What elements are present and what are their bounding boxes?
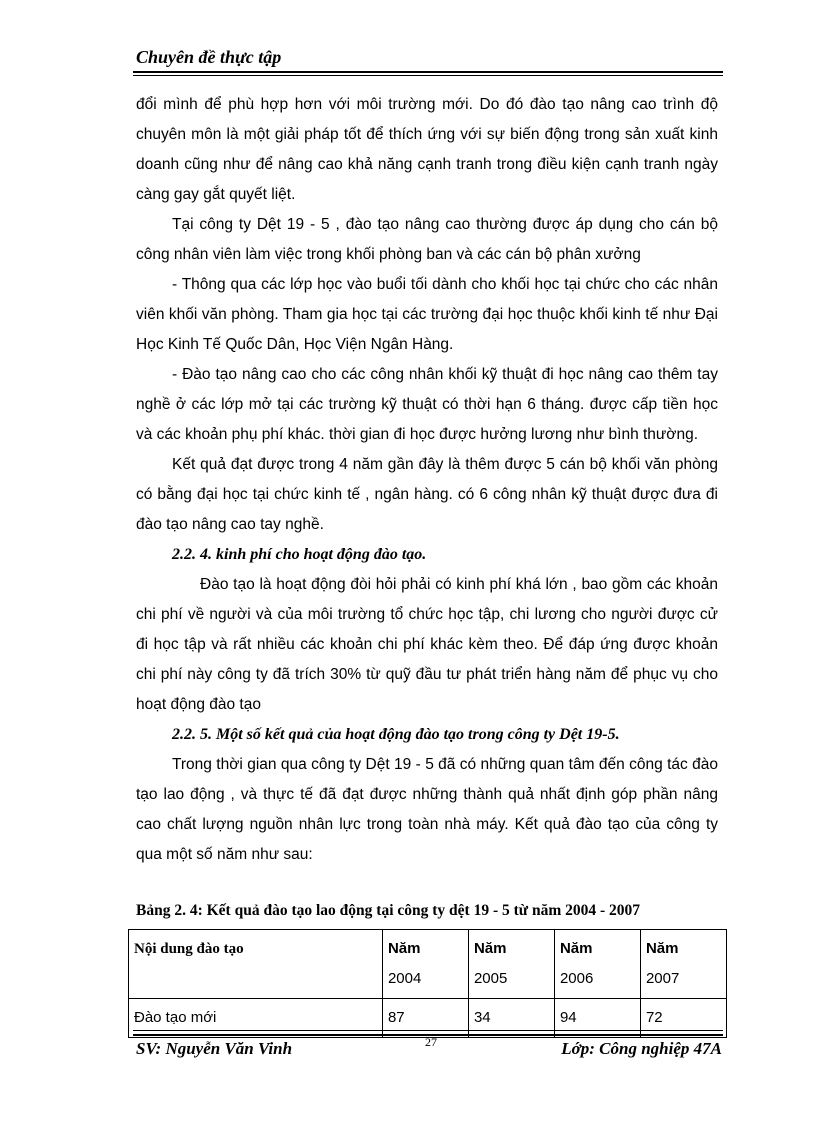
paragraph-evening-classes: - Thông qua các lớp học vào buổi tối dành cho khối học tại chức cho các nhân viên khối văn phòng. Tham gia học tại các trường đại học thuộc khối kinh tế như Đại Học Kinh Tế Quốc Dân, Học Viện Ngân Hàng. <box>136 276 718 353</box>
paragraph-training-scope: Tại công ty Dệt 19 - 5 , đào tạo nâng cao thường được áp dụng cho cán bộ công nhân viên làm việc trong khối phòng ban và các cán bộ phân xưởng <box>136 216 718 263</box>
paragraph-training-costs: Đào tạo là hoạt động đòi hỏi phải có kinh phí khá lớn , bao gồm các khoản chi phí về người và của môi trường tổ chức học tập, chi lương cho người được cử đi học tập và rất nhiều các khoản chi phí khác kèm theo. Để đáp ứng được khoản chi phí này công ty đã trích 30% từ quỹ đầu tư phát triển hàng năm để phục vụ cho hoạt động đào tạo <box>136 576 718 713</box>
document-body <box>136 90 718 870</box>
table-header-year <box>382 930 468 999</box>
paragraph-results-intro: Trong thời gian qua công ty Dệt 19 - 5 đã có những quan tâm đến công tác đào tạo lao động , và thực tế đã đạt được những thành quả nhất định góp phần nâng cao chất lượng nguồn nhân lực trong toàn nhà máy. Kết quả đào tạo của công ty qua một số năm như sau: <box>136 756 718 863</box>
section-heading-training-budget: 2.2. 4. kinh phí cho hoạt động đào tạo. <box>172 546 427 563</box>
table-header-year <box>468 930 554 999</box>
table-cell: 87 <box>382 999 468 1038</box>
paragraph-continuation: đổi mình để phù hợp hơn với môi trường mới. Do đó đào tạo nâng cao trình độ chuyên môn là một giải pháp tốt để thích ứng với sự biến động trong sản xuất kinh doanh cũng như để nâng cao khả năng cạnh tranh trong điều kiện cạnh tranh ngày càng gay gắt quyết liệt. <box>136 96 718 203</box>
table-header-year <box>640 930 726 999</box>
page-header-title: Chuyên đề thực tập <box>136 47 282 67</box>
table-header-year <box>554 930 640 999</box>
paragraph-results-4-years: Kết quả đạt được trong 4 năm gần đây là thêm được 5 cán bộ khối văn phòng có bằng đại học tại chức kinh tế , ngân hàng. có 6 công nhân kỹ thuật được đưa đi đào tạo nâng cao tay nghề. <box>136 456 718 533</box>
year-value: 2007 <box>645 970 680 987</box>
header-divider-thin <box>133 75 723 76</box>
year-value: 2004 <box>387 970 422 987</box>
year-value: 2006 <box>559 970 594 987</box>
table-cell: 72 <box>640 999 726 1038</box>
table-cell: 34 <box>468 999 554 1038</box>
header-divider <box>133 71 723 73</box>
year-value: 2005 <box>473 970 508 987</box>
row-label: Đào tạo mới <box>129 999 383 1038</box>
year-word: Năm <box>645 940 679 957</box>
footer-divider-thin <box>133 1030 723 1031</box>
footer-student-name: SV: Nguyễn Văn Vinh <box>136 1039 293 1058</box>
footer-class-name: Lớp: Công nghiệp 47A <box>561 1039 722 1058</box>
page-number: 27 <box>425 1035 437 1049</box>
table-header-row <box>129 930 727 999</box>
paragraph-technical-training: - Đào tạo nâng cao cho các công nhân khối kỹ thuật đi học nâng cao thêm tay nghề ở các lớp mở tại các trường kỹ thuật có thời hạn 6 tháng. được cấp tiền học và các khoản phụ phí khác. thời gian đi học được hưởng lương như bình thường. <box>136 366 718 443</box>
table-caption: Bảng 2. 4: Kết quả đào tạo lao động tại công ty dệt 19 - 5 từ năm 2004 - 2007 <box>136 902 641 919</box>
year-word: Năm <box>559 940 593 957</box>
table-cell: 94 <box>554 999 640 1038</box>
year-word: Năm <box>387 940 421 957</box>
year-word: Năm <box>473 940 507 957</box>
training-results-table <box>128 929 727 1038</box>
table-header-label: Nội dung đào tạo <box>129 930 383 999</box>
section-heading-training-results: 2.2. 5. Một số kết quả của hoạt động đào tạo trong công ty Dệt 19-5. <box>172 726 620 743</box>
table-row <box>129 999 727 1038</box>
